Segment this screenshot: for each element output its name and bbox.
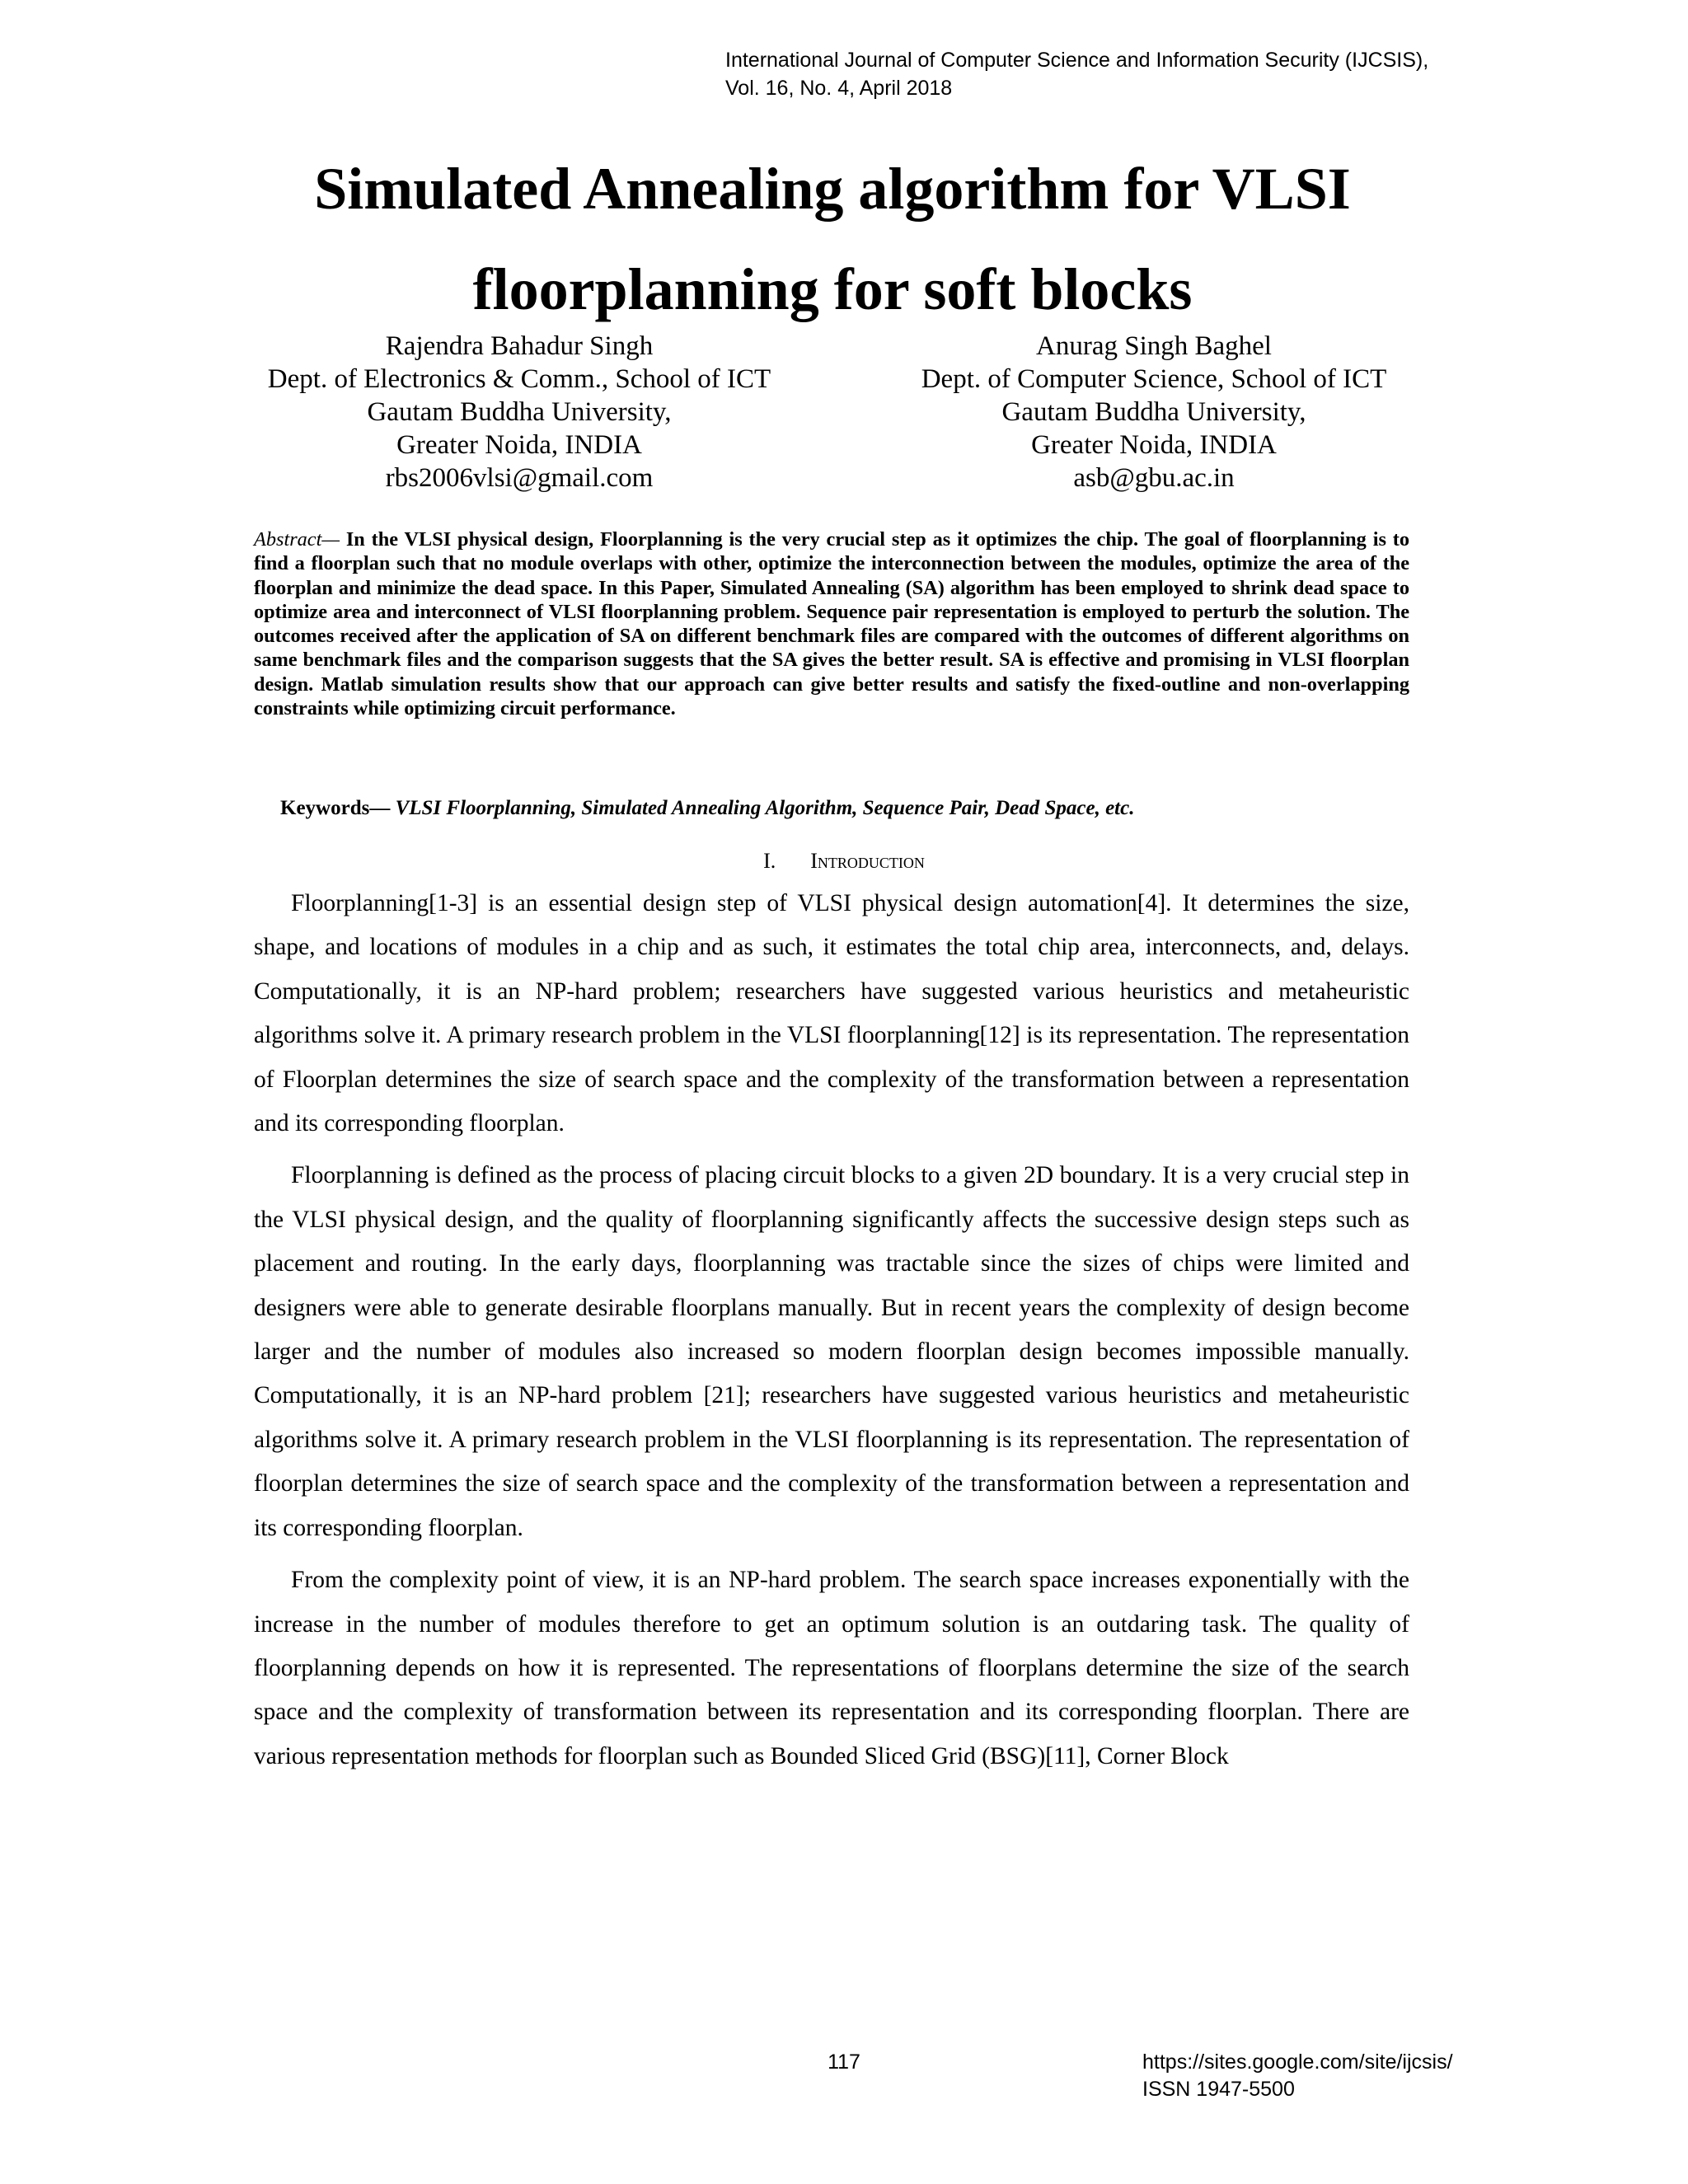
footer-info xyxy=(1142,2049,1453,2103)
section-heading xyxy=(0,847,1688,875)
author-location: Greater Noida, INDIA xyxy=(1031,430,1277,460)
journal-volume: Vol. 16, No. 4, April 2018 xyxy=(725,77,953,100)
keywords xyxy=(280,796,1134,821)
paragraph: Floorplanning[1-3] is an essential design step of VLSI physical design automation[4]. It determines the size, shape, and locations of modules in a chip and as such, it estimates the total chip area, interconnects, and, delays. Computationally, it is an NP-hard problem; researchers have suggested various heuristics and metaheuristic algorithms solve it. A primary research problem in the VLSI floorplanning[12] is its representation. The representation of Floorplan determines the size of search space and the complexity of the transformation between a representation and its corresponding floorplan. xyxy=(254,890,1409,1137)
paper-title xyxy=(165,138,1500,340)
page-number: 117 xyxy=(828,2050,860,2074)
author-university: Gautam Buddha University, xyxy=(367,397,672,427)
abstract-text: In the VLSI physical design, Floorplanning is the very crucial step as it optimizes the chip. The goal of floorplanning is to find a floorplan such that no module overlaps with other, optimize the interconnection between the modules, optimize the area of the floorplan and minimize the dead space. In this Paper, Simulated Annealing (SA) algorithm has been employed to shrink dead space to optimize area and interconnect of VLSI floorplanning problem. Sequence pair representation is employed to perturb the solution. The outcomes received after the application of SA on different benchmark files are compared with the outcomes of different algorithms on same benchmark files and the comparison suggests that the SA gives the better result. SA is effective and promising in VLSI floorplan design. Matlab simulation results show that our approach can give better results and satisfy the fixed-outline and non-overlapping constraints while optimizing circuit performance. xyxy=(254,528,1409,720)
author-department: Dept. of Computer Science, School of ICT xyxy=(921,364,1387,394)
author-email: rbs2006vlsi@gmail.com xyxy=(385,463,654,493)
author-email: asb@gbu.ac.in xyxy=(1073,463,1235,493)
author-block-1 xyxy=(206,330,832,494)
author-university: Gautam Buddha University, xyxy=(1001,397,1306,427)
abstract xyxy=(254,527,1409,720)
journal-header xyxy=(725,46,1428,102)
footer-url: https://sites.google.com/site/ijcsis/ xyxy=(1142,2050,1453,2074)
paper-title-line-1: Simulated Annealing algorithm for VLSI xyxy=(314,156,1351,222)
section-title: Introduction xyxy=(810,849,925,873)
keywords-label: Keywords— xyxy=(280,797,396,819)
footer-issn: ISSN 1947-5500 xyxy=(1142,2078,1295,2101)
author-location: Greater Noida, INDIA xyxy=(396,430,642,460)
author-name: Rajendra Bahadur Singh xyxy=(385,331,654,361)
body-text xyxy=(254,882,1409,1787)
author-department: Dept. of Electronics & Comm., School of ICT xyxy=(267,364,771,394)
abstract-label: Abstract— xyxy=(254,528,340,551)
author-block-2 xyxy=(841,330,1467,494)
journal-name: International Journal of Computer Science and Information Security (IJCSIS), xyxy=(725,49,1429,72)
paragraph: Floorplanning is defined as the process of placing circuit blocks to a given 2D boundary. It is a very crucial step in the VLSI physical design, and the quality of floorplanning significantly affects the successive design steps such as placement and routing. In the early days, floorplanning was tractable since the sizes of chips were limited and designers were able to generate desirable floorplans manually. But in recent years the complexity of design become larger and the number of modules also increased so modern floorplan design becomes impossible manually. Computationally, it is an NP-hard problem [21]; researchers have suggested various heuristics and metaheuristic algorithms solve it. A primary research problem in the VLSI floorplanning is its representation. The representation of floorplan determines the size of search space and the complexity of the transformation between a representation and its corresponding floorplan. xyxy=(254,1162,1409,1541)
paper-title-line-2: floorplanning for soft blocks xyxy=(472,256,1193,322)
section-number: I. xyxy=(763,849,776,873)
author-name: Anurag Singh Baghel xyxy=(1036,331,1272,361)
keywords-text: VLSI Floorplanning, Simulated Annealing Algorithm, Sequence Pair, Dead Space, etc. xyxy=(395,797,1135,819)
paragraph: From the complexity point of view, it is an NP-hard problem. The search space increases exponentially with the increase in the number of modules therefore to get an optimum solution is an outdaring task. The quality of floorplanning depends on how it is represented. The representations of floorplans determine the size of the search space and the complexity of transformation between its representation and its corresponding floorplan. There are various representation methods for floorplan such as Bounded Sliced Grid (BSG)[11], Corner Block xyxy=(254,1567,1409,1769)
